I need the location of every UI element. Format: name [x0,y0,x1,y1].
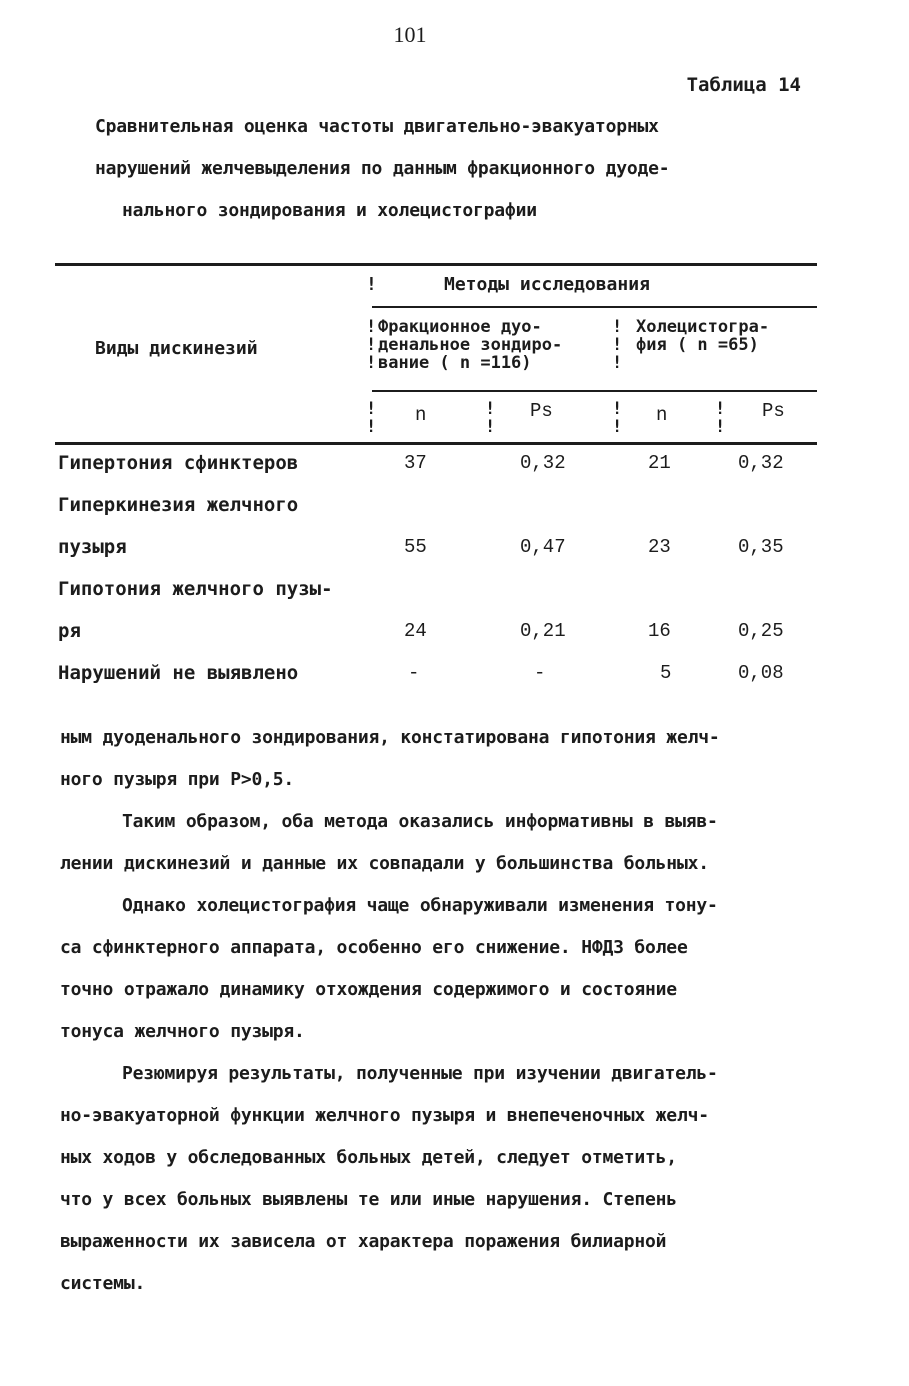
body-text-line: ного пузыря при P>0,5. [60,769,295,790]
table-cell: 0,32 [738,452,784,474]
body-text-line: тонуса желчного пузыря. [60,1021,305,1042]
body-text-line: Однако холецистография чаще обнаруживали изменения тону- [122,895,718,916]
page-number: 101 [393,22,427,47]
body-text-line: лении дискинезий и данные их совпадали у большинства больных. [60,853,709,874]
subheader-n: n [415,404,427,426]
body-text-line: точно отражало динамику отхождения содержимого и состояние [60,979,677,1000]
body-text-line: выраженности их зависела от характера поражения билиарной [60,1231,667,1252]
table-cell: 0,47 [520,536,566,558]
table-cell: - [408,662,420,684]
table-cell: 16 [648,620,671,642]
table-cell: 37 [404,452,427,474]
column-separator: ! ! [612,399,623,437]
body-text-line: ным дуоденального зондирования, констатирована гипотония желч- [60,727,720,748]
table-cell: 24 [404,620,427,642]
row-header: Виды дискинезий [95,338,258,359]
header-bottom-rule [55,442,817,445]
table-cell: 0,25 [738,620,784,642]
subheader-ps: Ps [530,400,553,422]
column-separator: ! ! [715,399,726,437]
row-label: Нарушений не выявлено [58,662,299,684]
body-text-line: Таким образом, оба метода оказались информативны в выяв- [122,811,718,832]
table-cell: 55 [404,536,427,558]
table-cell: 5 [660,662,672,684]
table-cell: 0,08 [738,662,784,684]
body-text-line: Резюмируя результаты, полученные при изучении двигатель- [122,1063,718,1084]
column-separator: ! ! [485,399,496,437]
row-label: ря [58,620,81,642]
table-cell: 0,32 [520,452,566,474]
subheader-ps: Ps [762,400,785,422]
table-cell: - [534,662,546,684]
table-label: Таблица 14 [686,74,801,96]
subheader-n: n [656,404,668,426]
methods-header-rule [372,306,817,308]
column-separator: ! ! ! [366,317,377,373]
body-text-line: ных ходов у обследованных больных детей, следует отметить, [60,1147,677,1168]
group-header: Методы исследования [444,274,650,295]
table-cell: 0,21 [520,620,566,642]
table-caption-line-2: нарушений желчевыделения по данным фракционного дуоде- [95,158,670,179]
row-label: Гипертония сфинктеров [58,452,299,474]
method-header-cholecystography: Холецистогра- фия ( n =65) [636,317,770,355]
column-separator: ! [366,274,377,295]
body-text-line: системы. [60,1273,146,1294]
body-text-line: но-эвакуаторной функции желчного пузыря и внепеченочных желч- [60,1105,709,1126]
column-separator: ! ! ! [612,317,623,373]
body-text-line: что у всех больных выявлены те или иные нарушения. Степень [60,1189,677,1210]
table-cell: 23 [648,536,671,558]
row-label: Гиперкинезия желчного [58,494,299,516]
row-label: пузыря [58,536,127,558]
body-text-line: са сфинктерного аппарата, особенно его снижение. НФДЗ более [60,937,688,958]
row-label: Гипотония желчного пузы- [58,578,333,600]
table-caption-line-1: Сравнительная оценка частоты двигательно-эвакуаторных [95,116,659,137]
table-caption-line-3: нального зондирования и холецистографии [122,200,537,221]
method-header-fdz: Фракционное дуо- денальное зондиро- вание ( n =116) [378,317,563,373]
table-cell: 21 [648,452,671,474]
table-top-rule [55,263,817,266]
table-cell: 0,35 [738,536,784,558]
column-separator: ! ! [366,399,377,437]
subheader-rule [372,390,817,392]
